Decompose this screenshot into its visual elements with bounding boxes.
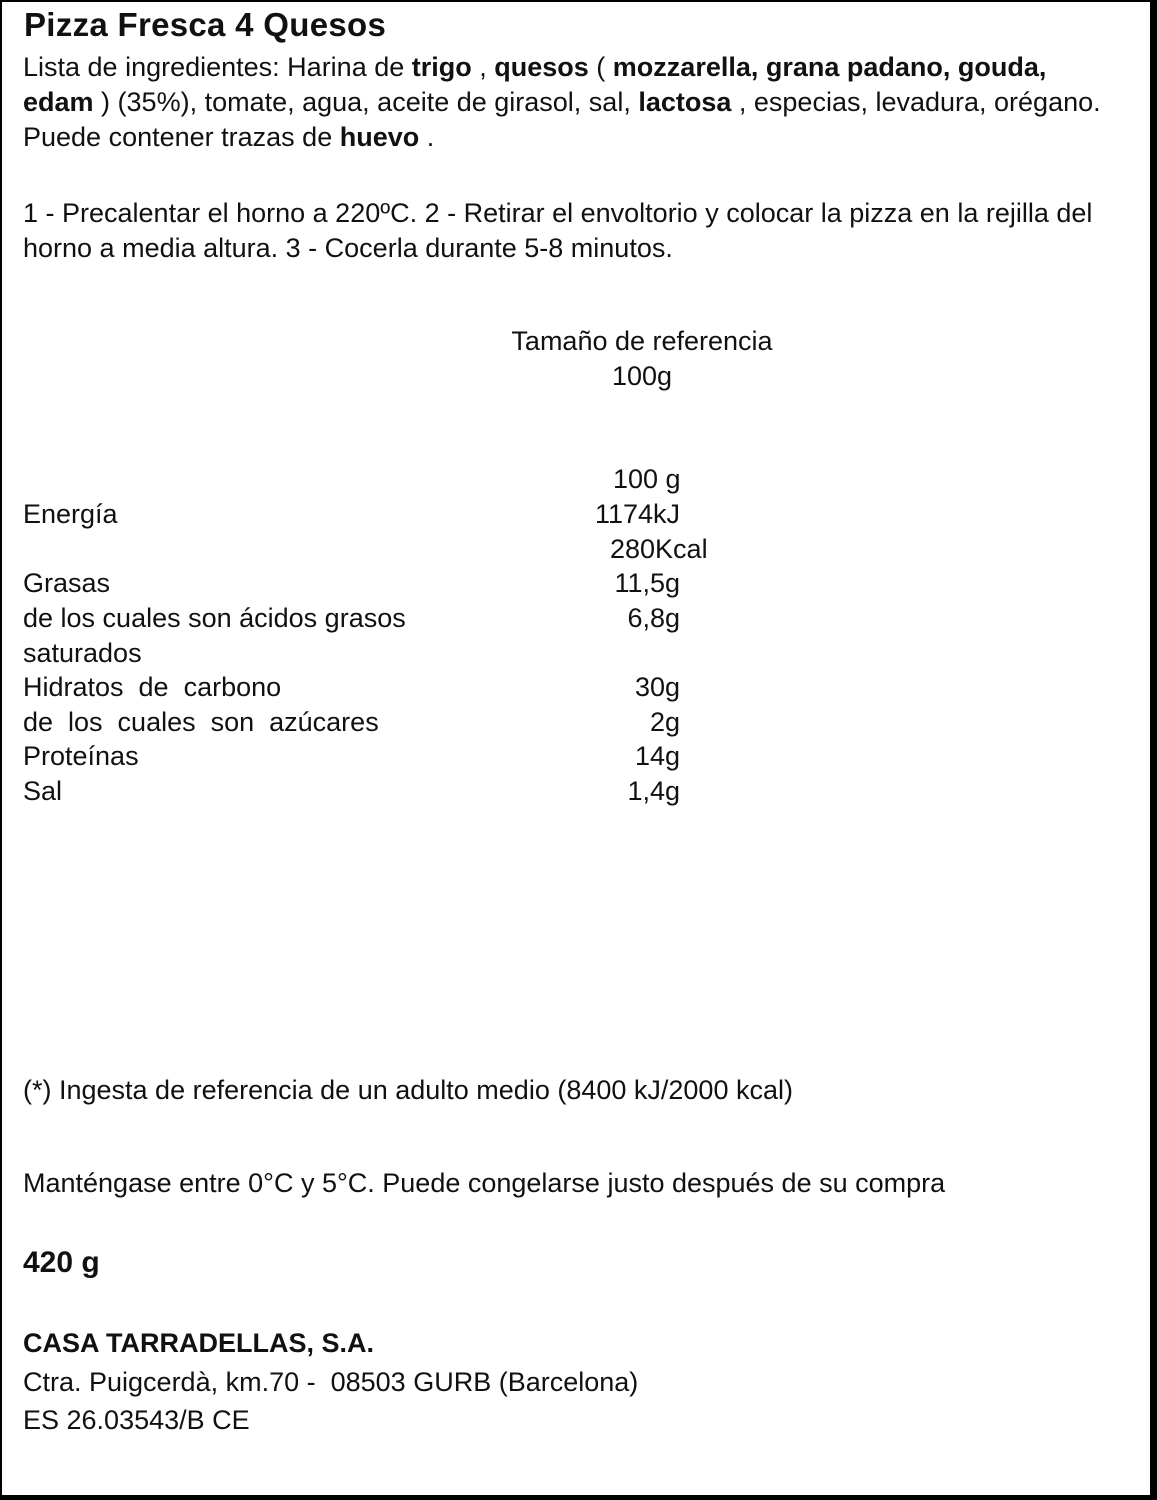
nutrition-value-kcal: 280Kcal xyxy=(610,534,708,564)
ingredients-text: Lista de ingredientes: Harina de xyxy=(23,52,412,82)
nutrition-value-kj: 1174kJ xyxy=(595,499,681,529)
net-weight: 420 g xyxy=(23,1246,100,1279)
ingredients-text: , xyxy=(471,52,495,82)
nutrition-label-saturados-cont: saturados xyxy=(23,638,142,668)
allergen-quesos: quesos xyxy=(494,52,589,82)
nutrition-label-energia: Energía xyxy=(23,499,118,529)
nutrition-label-azucares: de los cuales son azúcares xyxy=(23,707,379,737)
nutrition-label-sal: Sal xyxy=(23,776,63,806)
ingredients-text: ( xyxy=(588,52,613,82)
product-label-page xyxy=(2,2,1150,1495)
reference-size-value: 100g xyxy=(611,361,673,391)
nutrition-value-hidratos: 30g xyxy=(634,672,680,702)
nutrition-label-hidratos: Hidratos de carbono xyxy=(23,672,282,702)
ingredients-list xyxy=(23,50,1123,155)
ingredients-text: , especias, levadura, orégano. Puede contener trazas de xyxy=(23,87,1101,152)
nutrition-value-grasas: 11,5g xyxy=(614,568,680,598)
company-address: Ctra. Puigcerdà, km.70 - 08503 GURB (Barcelona) xyxy=(23,1367,639,1397)
allergen-trigo: trigo xyxy=(411,52,472,82)
nutrition-value-saturadas: 6,8g xyxy=(627,603,680,633)
cooking-instructions: 1 - Precalentar el horno a 220ºC. 2 - Retirar el envoltorio y colocar la pizza en la rejilla del horno a media altura. 3 - Cocerla durante 5-8 minutos. xyxy=(23,198,1093,263)
nutrition-column-header: 100 g xyxy=(613,464,681,494)
nutrition-label-saturadas: de los cuales son ácidos grasos xyxy=(23,603,406,633)
allergen-huevo: huevo xyxy=(339,122,420,152)
storage-instructions: Manténgase entre 0°C y 5°C. Puede congelarse justo después de su compra xyxy=(23,1168,946,1198)
nutrition-value-sal: 1,4g xyxy=(627,776,680,806)
company-name: CASA TARRADELLAS, S.A. xyxy=(23,1328,374,1358)
allergen-cheese-types: mozzarella, grana padano, gouda, edam xyxy=(23,52,1047,117)
sanitary-registry: ES 26.03543/B CE xyxy=(23,1405,250,1435)
ingredients-text: . xyxy=(419,122,435,152)
product-title: Pizza Fresca 4 Quesos xyxy=(24,6,387,43)
nutrition-value-proteinas: 14g xyxy=(634,741,680,771)
ingredients-text: ) (35%), tomate, agua, aceite de girasol, sal, xyxy=(93,87,639,117)
nutrition-label-proteinas: Proteínas xyxy=(23,741,139,771)
nutrition-value-azucares: 2g xyxy=(649,707,680,737)
allergen-lactosa: lactosa xyxy=(638,87,732,117)
nutrition-label-grasas: Grasas xyxy=(23,568,111,598)
reference-intake-footnote: (*) Ingesta de referencia de un adulto medio (8400 kJ/2000 kcal) xyxy=(23,1075,793,1105)
reference-size-label: Tamaño de referencia xyxy=(511,326,773,356)
